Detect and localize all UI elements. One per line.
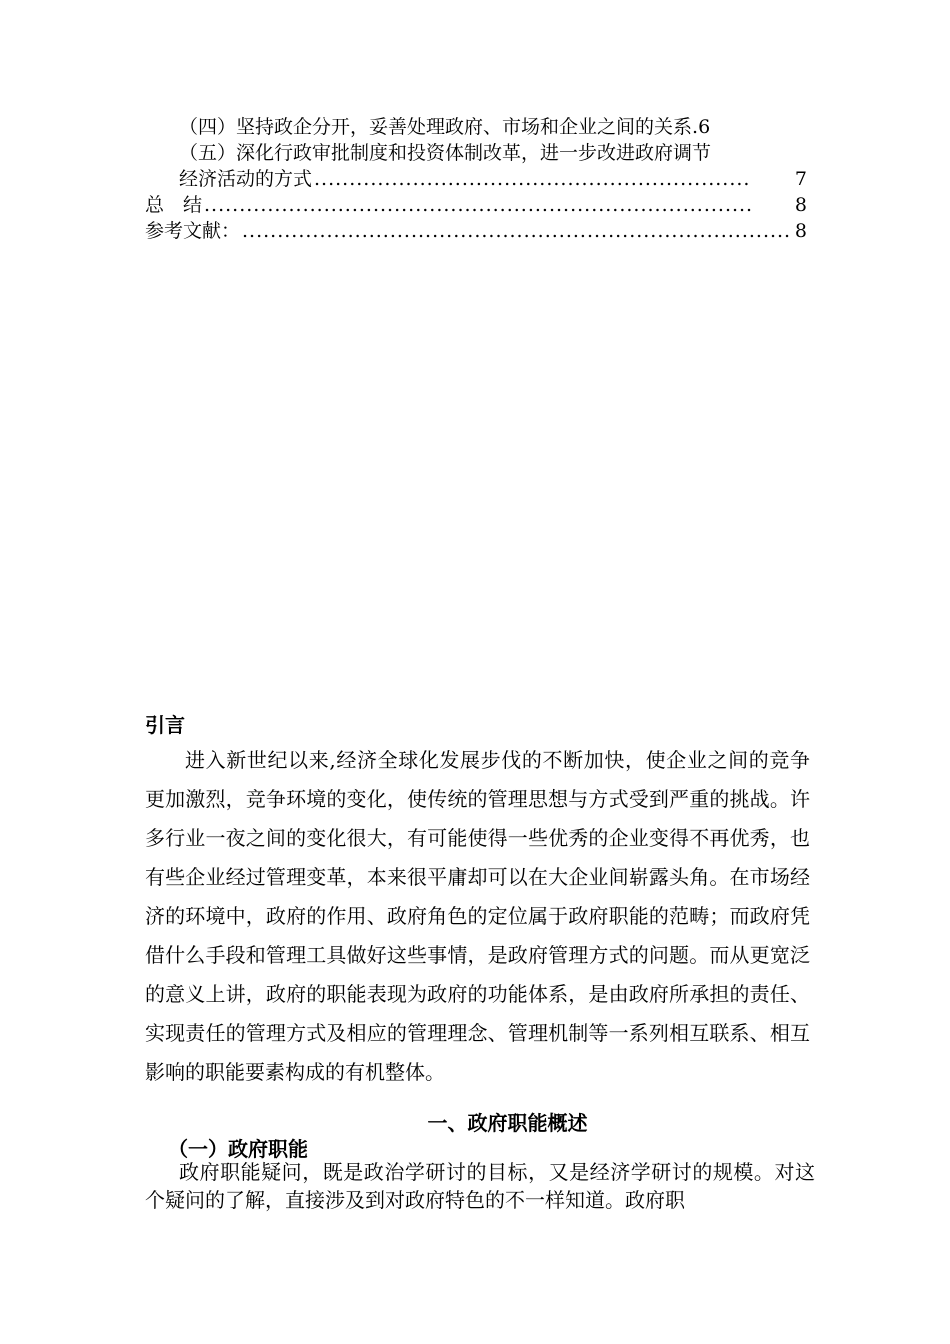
toc-entry-5[interactable] [145, 140, 807, 166]
subsection-heading: （一）政府职能 [168, 1137, 308, 1161]
toc-entry-page: 8 [794, 194, 807, 216]
toc-entry-leader: .............................................................................. [204, 194, 754, 216]
toc-entry-text: 参考文献： [145, 220, 241, 242]
toc-entry-summary[interactable] [145, 192, 807, 218]
section-paragraph: 政府职能疑问，既是政治学研讨的目标，又是经济学研讨的规模。对这个疑问的了解，直接涉及到对政府特色的不一样知道。政府职 [145, 1160, 815, 1212]
toc-entry-5-continued[interactable] [145, 166, 807, 192]
toc-entry-leader: .............................................................................. [242, 220, 792, 242]
toc-entry-text: （四）坚持政企分开，妥善处理政府、市场和企业之间的关系 [179, 116, 693, 138]
toc-entry-references[interactable] [145, 218, 807, 244]
toc-entry-text: （五）深化行政审批制度和投资体制改革，进一步改进政府调节 [179, 142, 712, 164]
table-of-contents [145, 114, 807, 244]
toc-entry-leader: . [692, 116, 699, 138]
toc-entry-text: 总 结 [145, 194, 203, 216]
toc-entry-leader: .............................................................. [314, 168, 751, 190]
toc-entry-page: 8 [794, 220, 807, 242]
toc-entry-page: 6 [698, 116, 711, 138]
toc-entry-text: 经济活动的方式 [179, 168, 313, 190]
introduction-section [145, 709, 810, 1092]
introduction-paragraph: 进入新世纪以来,经济全球化发展步伐的不断加快，使企业之间的竞争更加激烈，竞争环境的变化，使传统的管理思想与方式受到严重的挑战。许多行业一夜之间的变化很大，有可能使得一些优秀的企业变得不再优秀，也有些企业经过管理变革，本来很平庸却可以在大企业间崭露头角。在市场经济的环境中，政府的作用、政府角色的定位属于政府职能的范畴；而政府凭借什么手段和管理工具做好这些事情，是政府管理方式的问题。而从更宽泛的意义上讲，政府的职能表现为政府的功能体系，是由政府所承担的责任、实现责任的管理方式及相应的管理理念、管理机制等一系列相互联系、相互影响的职能要素构成的有机整体。 [145, 748, 810, 1084]
section-heading: 一、政府职能概述 [427, 1111, 588, 1135]
introduction-heading: 引言 [145, 713, 185, 737]
toc-entry-page: 7 [794, 168, 807, 190]
toc-entry-4[interactable] [145, 114, 807, 140]
